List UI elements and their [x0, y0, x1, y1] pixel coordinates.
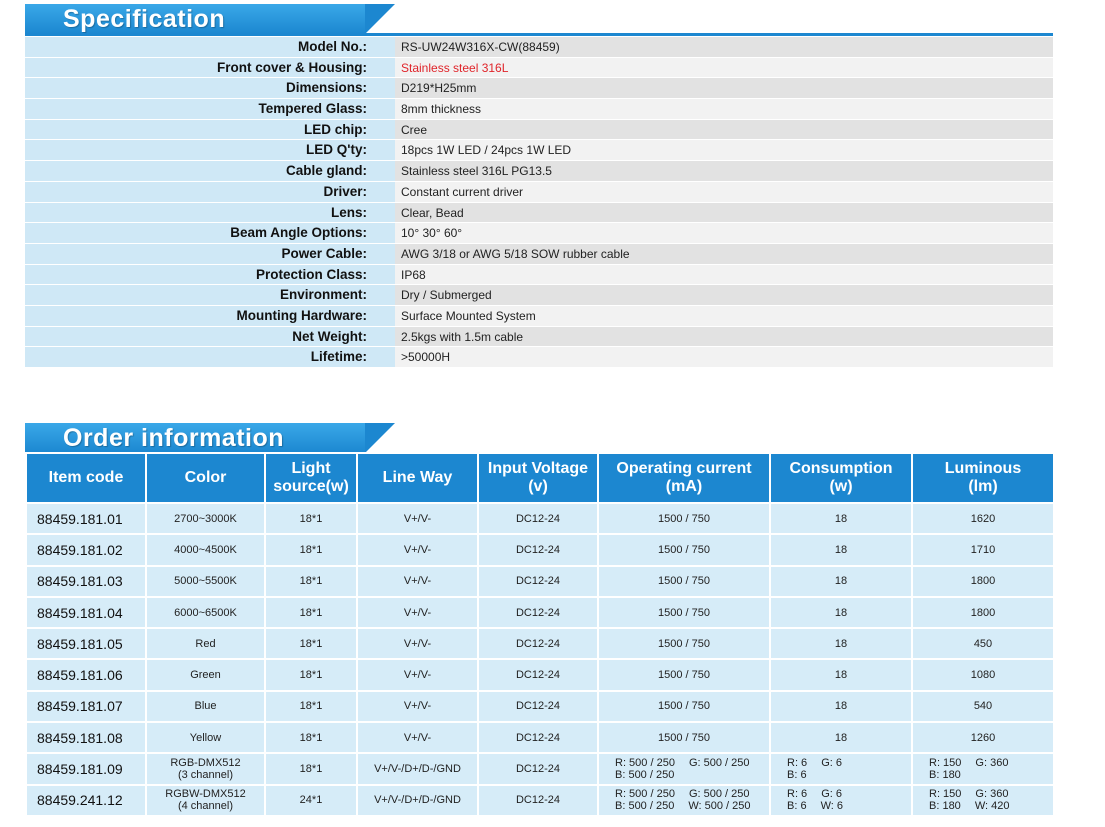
- color-cell: 5000~5500K: [146, 566, 265, 597]
- luminous-cell: 1620: [912, 503, 1054, 534]
- current-cell: R: 500 / 250 G: 500 / 250 B: 500 / 250: [598, 753, 770, 784]
- order-banner: [25, 423, 1053, 455]
- spec-label: LED chip:: [25, 120, 395, 141]
- spec-value: Surface Mounted System: [395, 306, 1053, 327]
- light-cell: 18*1: [265, 691, 357, 722]
- spec-value: AWG 3/18 or AWG 5/18 SOW rubber cable: [395, 244, 1053, 265]
- spec-value: 10° 30° 60°: [395, 223, 1053, 244]
- order-table: [25, 452, 1055, 817]
- line-way-cell: V+/V-: [357, 566, 478, 597]
- light-cell: 18*1: [265, 534, 357, 565]
- color-cell: 4000~4500K: [146, 534, 265, 565]
- spec-value: Stainless steel 316L PG13.5: [395, 161, 1053, 182]
- spec-label: Tempered Glass:: [25, 99, 395, 120]
- light-cell: 24*1: [265, 785, 357, 816]
- line-way-cell: V+/V-/D+/D-/GND: [357, 785, 478, 816]
- color-cell: RGBW-DMX512 (4 channel): [146, 785, 265, 816]
- current-cell: 1500 / 750: [598, 503, 770, 534]
- consumption-cell: 18: [770, 597, 912, 628]
- spec-value: Stainless steel 316L: [395, 58, 1053, 79]
- spec-title: Specification: [63, 5, 226, 33]
- consumption-cell: 18: [770, 722, 912, 753]
- color-cell: 2700~3000K: [146, 503, 265, 534]
- header-input-voltage: Input Voltage (v): [478, 453, 598, 503]
- spec-value: >50000H: [395, 347, 1053, 368]
- spec-value: Clear, Bead: [395, 203, 1053, 224]
- luminous-cell: 1080: [912, 659, 1054, 690]
- spec-row: [25, 58, 1053, 79]
- luminous-cell: 1800: [912, 597, 1054, 628]
- spec-row: [25, 203, 1053, 224]
- line-way-cell: V+/V-: [357, 597, 478, 628]
- spec-banner-tab: [25, 4, 365, 34]
- spec-table: [25, 37, 1053, 368]
- voltage-cell: DC12-24: [478, 597, 598, 628]
- color-cell: 6000~6500K: [146, 597, 265, 628]
- light-cell: 18*1: [265, 659, 357, 690]
- consumption-cell: 18: [770, 628, 912, 659]
- luminous-cell: 450: [912, 628, 1054, 659]
- spec-label: Lens:: [25, 203, 395, 224]
- spec-row: [25, 306, 1053, 327]
- voltage-cell: DC12-24: [478, 628, 598, 659]
- current-cell: 1500 / 750: [598, 566, 770, 597]
- voltage-cell: DC12-24: [478, 785, 598, 816]
- spec-row: [25, 223, 1053, 244]
- line-way-cell: V+/V-/D+/D-/GND: [357, 753, 478, 784]
- header-luminous: Luminous (lm): [912, 453, 1054, 503]
- current-cell: 1500 / 750: [598, 659, 770, 690]
- color-cell: Yellow: [146, 722, 265, 753]
- spec-row: [25, 78, 1053, 99]
- current-cell: R: 500 / 250 G: 500 / 250 B: 500 / 250 W: 500 / 250: [598, 785, 770, 816]
- header-color: Color: [146, 453, 265, 503]
- spec-row: [25, 347, 1053, 368]
- spec-row: [25, 37, 1053, 58]
- item-code-cell: 88459.181.08: [26, 722, 146, 753]
- line-way-cell: V+/V-: [357, 691, 478, 722]
- spec-row: [25, 265, 1053, 286]
- table-row: [26, 534, 1054, 565]
- color-cell: Green: [146, 659, 265, 690]
- consumption-cell: 18: [770, 566, 912, 597]
- spec-row: [25, 244, 1053, 265]
- color-cell: Red: [146, 628, 265, 659]
- spec-row: [25, 327, 1053, 348]
- light-cell: 18*1: [265, 597, 357, 628]
- voltage-cell: DC12-24: [478, 753, 598, 784]
- line-way-cell: V+/V-: [357, 722, 478, 753]
- spec-row: [25, 161, 1053, 182]
- luminous-cell: 540: [912, 691, 1054, 722]
- color-cell: RGB-DMX512 (3 channel): [146, 753, 265, 784]
- spec-row: [25, 140, 1053, 161]
- line-way-cell: V+/V-: [357, 628, 478, 659]
- consumption-cell: 18: [770, 691, 912, 722]
- table-row: [26, 659, 1054, 690]
- line-way-cell: V+/V-: [357, 534, 478, 565]
- spec-value: 18pcs 1W LED / 24pcs 1W LED: [395, 140, 1053, 161]
- item-code-cell: 88459.241.12: [26, 785, 146, 816]
- luminous-cell: 1800: [912, 566, 1054, 597]
- light-cell: 18*1: [265, 753, 357, 784]
- spec-banner: [25, 4, 1053, 36]
- voltage-cell: DC12-24: [478, 722, 598, 753]
- order-title: Order information: [63, 424, 285, 452]
- voltage-cell: DC12-24: [478, 566, 598, 597]
- spec-label: LED Q'ty:: [25, 140, 395, 161]
- current-cell: 1500 / 750: [598, 628, 770, 659]
- voltage-cell: DC12-24: [478, 503, 598, 534]
- line-way-cell: V+/V-: [357, 659, 478, 690]
- voltage-cell: DC12-24: [478, 691, 598, 722]
- consumption-cell: 18: [770, 534, 912, 565]
- item-code-cell: 88459.181.01: [26, 503, 146, 534]
- light-cell: 18*1: [265, 628, 357, 659]
- spec-label: Power Cable:: [25, 244, 395, 265]
- current-cell: 1500 / 750: [598, 722, 770, 753]
- spec-row: [25, 99, 1053, 120]
- spec-label: Dimensions:: [25, 78, 395, 99]
- spec-label: Environment:: [25, 285, 395, 306]
- spec-label: Front cover & Housing:: [25, 58, 395, 79]
- item-code-cell: 88459.181.07: [26, 691, 146, 722]
- consumption-cell: 18: [770, 659, 912, 690]
- table-row-rgb: [26, 753, 1054, 784]
- line-way-cell: V+/V-: [357, 503, 478, 534]
- header-light-source: Light source(w): [265, 453, 357, 503]
- luminous-cell: 1260: [912, 722, 1054, 753]
- light-cell: 18*1: [265, 566, 357, 597]
- spec-label: Driver:: [25, 182, 395, 203]
- spec-label: Net Weight:: [25, 327, 395, 348]
- light-cell: 18*1: [265, 722, 357, 753]
- spec-row: [25, 182, 1053, 203]
- light-cell: 18*1: [265, 503, 357, 534]
- current-cell: 1500 / 750: [598, 597, 770, 628]
- header-line-way: Line Way: [357, 453, 478, 503]
- spec-row: [25, 120, 1053, 141]
- order-banner-tab: [25, 423, 365, 453]
- item-code-cell: 88459.181.02: [26, 534, 146, 565]
- spec-banner-line: [25, 33, 1053, 36]
- spec-value: Cree: [395, 120, 1053, 141]
- header-item-code: Item code: [26, 453, 146, 503]
- consumption-cell: R: 6 G: 6 B: 6 W: 6: [770, 785, 912, 816]
- spec-value: Dry / Submerged: [395, 285, 1053, 306]
- item-code-cell: 88459.181.09: [26, 753, 146, 784]
- table-row: [26, 566, 1054, 597]
- spec-value: Constant current driver: [395, 182, 1053, 203]
- spec-value: D219*H25mm: [395, 78, 1053, 99]
- table-row: [26, 628, 1054, 659]
- item-code-cell: 88459.181.05: [26, 628, 146, 659]
- luminous-cell: R: 150 G: 360 B: 180: [912, 753, 1054, 784]
- consumption-cell: R: 6 G: 6 B: 6: [770, 753, 912, 784]
- luminous-cell: 1710: [912, 534, 1054, 565]
- item-code-cell: 88459.181.04: [26, 597, 146, 628]
- spec-label: Beam Angle Options:: [25, 223, 395, 244]
- spec-value: RS-UW24W316X-CW(88459): [395, 37, 1053, 58]
- table-row-rgbw: [26, 785, 1054, 816]
- voltage-cell: DC12-24: [478, 534, 598, 565]
- table-row: [26, 597, 1054, 628]
- current-cell: 1500 / 750: [598, 534, 770, 565]
- consumption-cell: 18: [770, 503, 912, 534]
- color-cell: Blue: [146, 691, 265, 722]
- table-row: [26, 691, 1054, 722]
- spec-label: Cable gland:: [25, 161, 395, 182]
- spec-label: Lifetime:: [25, 347, 395, 368]
- spec-value: 2.5kgs with 1.5m cable: [395, 327, 1053, 348]
- spec-value: IP68: [395, 265, 1053, 286]
- spec-label: Model No.:: [25, 37, 395, 58]
- current-cell: 1500 / 750: [598, 691, 770, 722]
- item-code-cell: 88459.181.03: [26, 566, 146, 597]
- spec-label: Mounting Hardware:: [25, 306, 395, 327]
- spec-label: Protection Class:: [25, 265, 395, 286]
- header-operating-current: Operating current (mA): [598, 453, 770, 503]
- header-consumption: Consumption (w): [770, 453, 912, 503]
- spec-row: [25, 285, 1053, 306]
- spec-value: 8mm thickness: [395, 99, 1053, 120]
- table-row: [26, 503, 1054, 534]
- order-header-row: [26, 453, 1054, 503]
- table-row: [26, 722, 1054, 753]
- voltage-cell: DC12-24: [478, 659, 598, 690]
- luminous-cell: R: 150 G: 360 B: 180 W: 420: [912, 785, 1054, 816]
- item-code-cell: 88459.181.06: [26, 659, 146, 690]
